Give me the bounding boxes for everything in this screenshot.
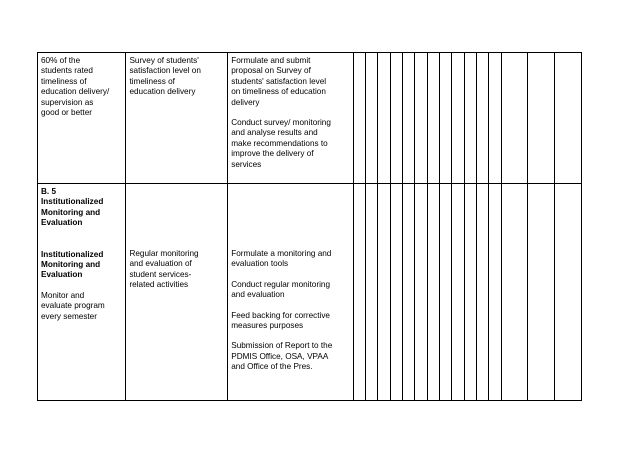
schedule-cell xyxy=(476,53,488,184)
schedule-cell xyxy=(464,53,476,184)
table-row xyxy=(38,53,582,184)
indicator-cell xyxy=(38,53,126,184)
measure-cell xyxy=(126,53,228,184)
measure-text: Survey of students' satisfaction level on timeliness of education delivery xyxy=(129,56,201,97)
budget-cell xyxy=(501,184,528,401)
activity-text: Conduct regular monitoring and evaluation xyxy=(231,279,330,300)
target-text: Monitor and evaluate program every semester xyxy=(41,290,105,321)
activity-text: Conduct survey/ monitoring and analyse results and make recommendations to improve the delivery of services xyxy=(231,118,331,169)
schedule-cell xyxy=(452,53,464,184)
schedule-cell xyxy=(403,184,415,401)
source-cell xyxy=(528,53,555,184)
schedule-cell xyxy=(415,53,427,184)
activities-cell xyxy=(228,184,353,401)
responsible-cell xyxy=(555,184,582,401)
schedule-cell xyxy=(439,184,451,401)
section-heading: B. 5 Institutionalized Monitoring and Evaluation xyxy=(41,187,104,228)
indicator-text: 60% of the students rated timeliness of education delivery/ supervision as good or better xyxy=(41,56,110,118)
schedule-cell xyxy=(476,184,488,401)
schedule-cell xyxy=(378,184,390,401)
measure-cell xyxy=(126,184,228,401)
activity-text: Formulate and submit proposal on Survey of students' satisfaction level on timeliness of education delivery xyxy=(231,56,327,107)
table-row xyxy=(38,184,582,401)
schedule-cell xyxy=(353,53,365,184)
measure-text: Regular monitoring and evaluation of student services- related activities xyxy=(129,249,199,290)
indicator-cell xyxy=(38,184,126,401)
schedule-cell xyxy=(427,184,439,401)
schedule-cell xyxy=(390,184,402,401)
sub-heading: Institutionalized Monitoring and Evaluation xyxy=(41,249,104,280)
schedule-cell xyxy=(390,53,402,184)
schedule-cell xyxy=(366,184,378,401)
schedule-cell xyxy=(427,53,439,184)
schedule-cell xyxy=(489,53,501,184)
responsible-cell xyxy=(555,53,582,184)
schedule-cell xyxy=(353,184,365,401)
activity-text: Submission of Report to the PDMIS Office, OSA, VPAA and Office of the Pres. xyxy=(231,341,333,372)
schedule-cell xyxy=(452,184,464,401)
schedule-cell xyxy=(403,53,415,184)
schedule-cell xyxy=(366,53,378,184)
source-cell xyxy=(528,184,555,401)
schedule-cell xyxy=(489,184,501,401)
activity-text: Feed backing for corrective measures purposes xyxy=(231,310,330,331)
budget-cell xyxy=(501,53,528,184)
operational-plan-table xyxy=(37,52,582,401)
schedule-cell xyxy=(415,184,427,401)
schedule-cell xyxy=(439,53,451,184)
schedule-cell xyxy=(378,53,390,184)
activity-text: Formulate a monitoring and evaluation tools xyxy=(231,249,332,269)
schedule-cell xyxy=(464,184,476,401)
activities-cell xyxy=(228,53,353,184)
